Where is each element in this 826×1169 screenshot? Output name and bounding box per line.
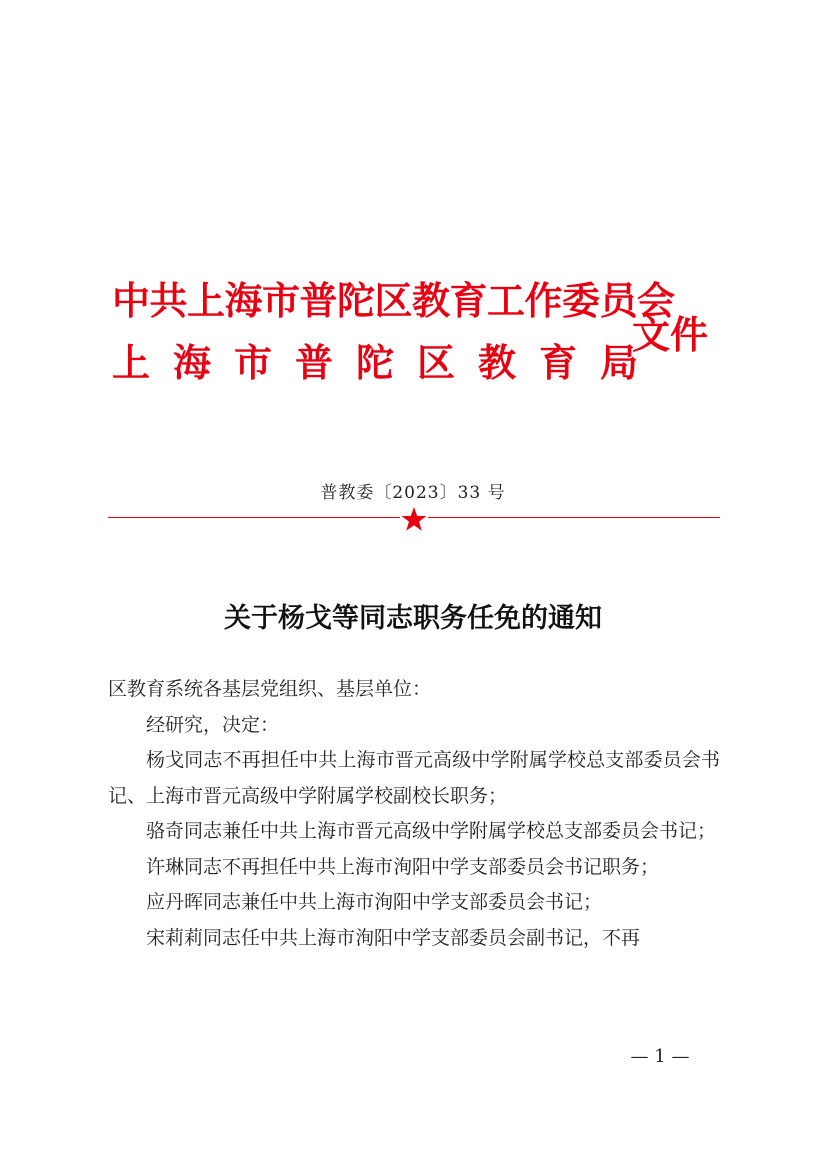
page-number: — 1 — (630, 1046, 690, 1067)
document-number: 普教委〔2023〕33 号 (320, 483, 506, 503)
issuer-party-committee: 中共上海市普陀区教育工作委员会 (112, 278, 675, 323)
addressee: 区教育系统各基层党组织、基层单位： (108, 678, 432, 700)
body-paragraph: 杨戈同志不再担任中共上海市晋元高级中学附属学校总支部委员会书记、上海市晋元高级中学附属学校副校长职务； (108, 749, 720, 807)
body-paragraph: 骆奇同志兼任中共上海市晋元高级中学附属学校总支部委员会书记； (146, 820, 717, 842)
issuer-education-bureau: 上海市普陀区教育局 (112, 340, 662, 385)
separator-line-left (108, 517, 400, 518)
body-paragraph: 宋莉莉同志任中共上海市洵阳中学支部委员会副书记，不再 (146, 926, 641, 949)
separator-line-right (428, 517, 720, 518)
notice-title: 关于杨戈等同志职务任免的通知 (224, 603, 602, 634)
body-paragraph: 许琳同志不再担任中共上海市洵阳中学支部委员会书记职务； (146, 855, 660, 878)
body-paragraph: 应丹晖同志兼任中共上海市洵阳中学支部委员会书记； (146, 891, 603, 913)
notice-body (108, 672, 720, 956)
document-suffix: 文件 (632, 312, 709, 357)
body-paragraph: 经研究，决定： (146, 713, 280, 736)
star-icon (400, 506, 428, 532)
